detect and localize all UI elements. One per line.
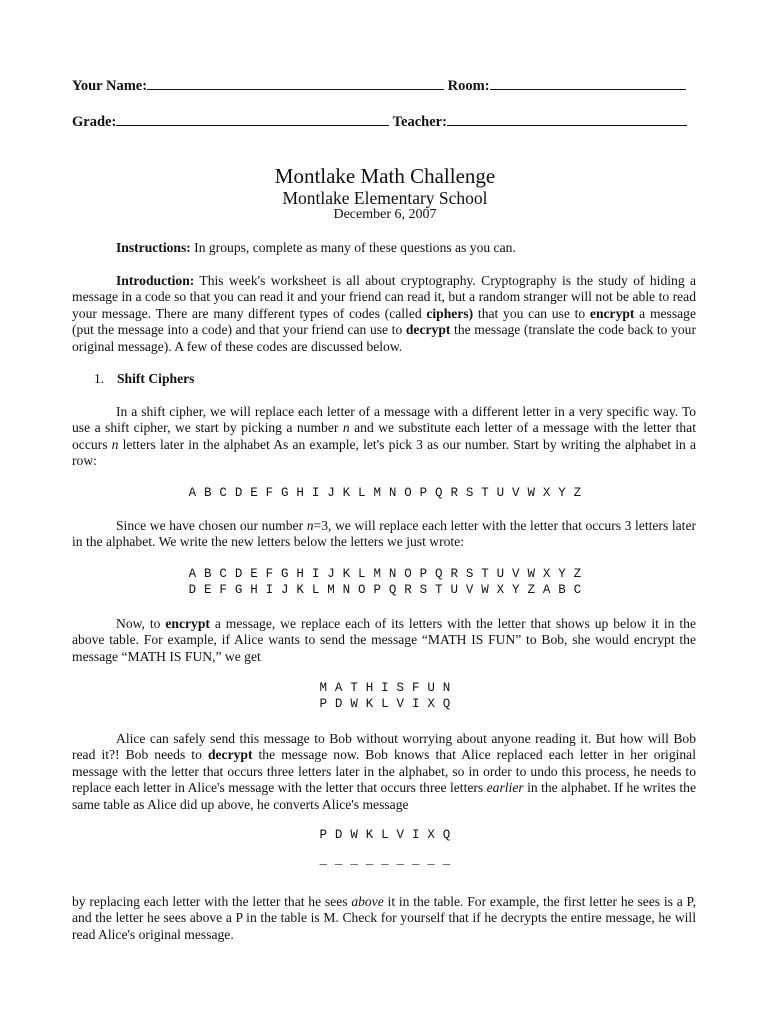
para3-text-1: Now, to bbox=[116, 616, 166, 631]
shift-choice-paragraph bbox=[72, 518, 696, 551]
example-ciphertext: P D W K L V I X Q bbox=[319, 697, 451, 711]
grade-row bbox=[72, 112, 687, 131]
intro-term-ciphers: ciphers) bbox=[426, 305, 474, 321]
section-heading bbox=[94, 371, 194, 387]
para2-text-2: =3, we will replace each letter with the letter that occurs 3 letters later in the alphabet. We write the new letters below the letters we just wrote: bbox=[72, 518, 696, 550]
room-label: Room: bbox=[447, 78, 490, 94]
page-title: Montlake Math Challenge bbox=[274, 164, 496, 188]
para3-text-2: a message, we replace each of its letters with the letter that shows up below it in the above table. For example, if Alice wants to send the message “MATH IS FUN” to Bob, she would encrypt the message “MATH IS FUN,” we get bbox=[72, 616, 696, 664]
para4-term-earlier: earlier bbox=[486, 780, 524, 796]
introduction-label: Introduction: bbox=[116, 273, 195, 288]
intro-text-3: a message (put the message into a code) and that your friend can use to bbox=[72, 305, 696, 338]
name-row bbox=[72, 76, 686, 95]
para1-text-2: and we substitute each letter of a message with the letter that occurs bbox=[72, 420, 696, 452]
intro-text-1: This week's worksheet is all about cryptography. Cryptography is the study of hiding a message in a code so that you can read it and your friend can read it, but a random stranger will not be able to read your message. There are many different types of codes (called bbox=[72, 273, 696, 321]
instructions-text: In groups, complete as many of these questions as you can. bbox=[190, 240, 516, 255]
para4-term-decrypt: decrypt bbox=[207, 747, 253, 763]
para1-var-n-2: n bbox=[111, 436, 119, 452]
school-name: Montlake Elementary School bbox=[282, 188, 488, 208]
instructions-paragraph bbox=[72, 240, 696, 256]
alphabet-row: A B C D E F G H I J K L M N O P Q R S T U V W X Y Z bbox=[188, 486, 582, 500]
para5-term-above: above bbox=[351, 894, 384, 909]
para2-var-n: n bbox=[306, 518, 314, 533]
teacher-blank[interactable] bbox=[447, 112, 687, 126]
grade-blank[interactable] bbox=[116, 112, 389, 126]
section-title: Shift Ciphers bbox=[117, 371, 195, 386]
decrypt-paragraph bbox=[72, 731, 696, 813]
shift-table-top-row: A B C D E F G H I J K L M N O P Q R S T U V W X Y Z bbox=[188, 567, 582, 581]
shift-table-bottom-row: D E F G H I J K L M N O P Q R S T U V W X Y Z A B C bbox=[188, 583, 582, 597]
decode-answer-blanks[interactable]: _ _ _ _ _ _ _ _ _ bbox=[319, 853, 451, 867]
example-plaintext: M A T H I S F U N bbox=[319, 681, 451, 695]
room-blank[interactable] bbox=[490, 76, 686, 90]
intro-text-4: the message (translate the code back to your original message). A few of these codes are discussed below. bbox=[72, 322, 696, 354]
introduction-paragraph bbox=[72, 273, 696, 355]
para4-text-3: in the alphabet. If he writes the same table as Alice did up above, he converts Alice's message bbox=[72, 780, 696, 812]
para1-text-1: In a shift cipher, we will replace each letter of a message with a different letter in a very specific way. To use a shift cipher, we start by picking a number bbox=[72, 404, 696, 436]
para4-text-2: the message now. Bob knows that Alice replaced each letter in her original message with the letter that occurs three letters later in the alphabet, so in order to undo this process, he needs to replace each letter in Alice's message with the letter that occurs three letters bbox=[72, 747, 696, 796]
para1-text-3: letters later in the alphabet As an example, let's pick 3 as our number. Start by writing the alphabet in a row: bbox=[72, 436, 696, 469]
instructions-label: Instructions: bbox=[116, 240, 191, 255]
para1-var-n: n bbox=[342, 420, 350, 436]
teacher-label: Teacher: bbox=[392, 114, 447, 130]
name-blank[interactable] bbox=[147, 76, 444, 90]
para2-text-1: Since we have chosen our number bbox=[116, 518, 307, 533]
name-label: Your Name: bbox=[72, 78, 148, 94]
decode-ciphertext: P D W K L V I X Q bbox=[319, 828, 451, 842]
worksheet-date: December 6, 2007 bbox=[333, 207, 437, 222]
shift-cipher-paragraph bbox=[72, 404, 696, 470]
encrypt-paragraph bbox=[72, 616, 696, 665]
para3-term-encrypt: encrypt bbox=[165, 616, 210, 631]
intro-text-2: that you can use to bbox=[473, 305, 590, 321]
para4-text-1: Alice can safely send this message to Bob without worrying about anyone reading it. But how will Bob read it?! Bob needs to bbox=[72, 731, 696, 763]
grade-label: Grade: bbox=[72, 114, 117, 130]
section-number: 1. bbox=[94, 371, 105, 386]
intro-term-encrypt: encrypt bbox=[589, 305, 635, 321]
para5-text-2: it in the table. For example, the first letter he sees is a P, and the letter he sees above a P in the table is M. Check for yourself that if he decrypts the entire message, he will read Alice's original message. bbox=[72, 894, 696, 942]
intro-term-decrypt: decrypt bbox=[405, 322, 451, 338]
para5-text-1: by replacing each letter with the letter that he sees bbox=[72, 894, 352, 909]
decrypt-explanation-paragraph bbox=[72, 894, 696, 943]
